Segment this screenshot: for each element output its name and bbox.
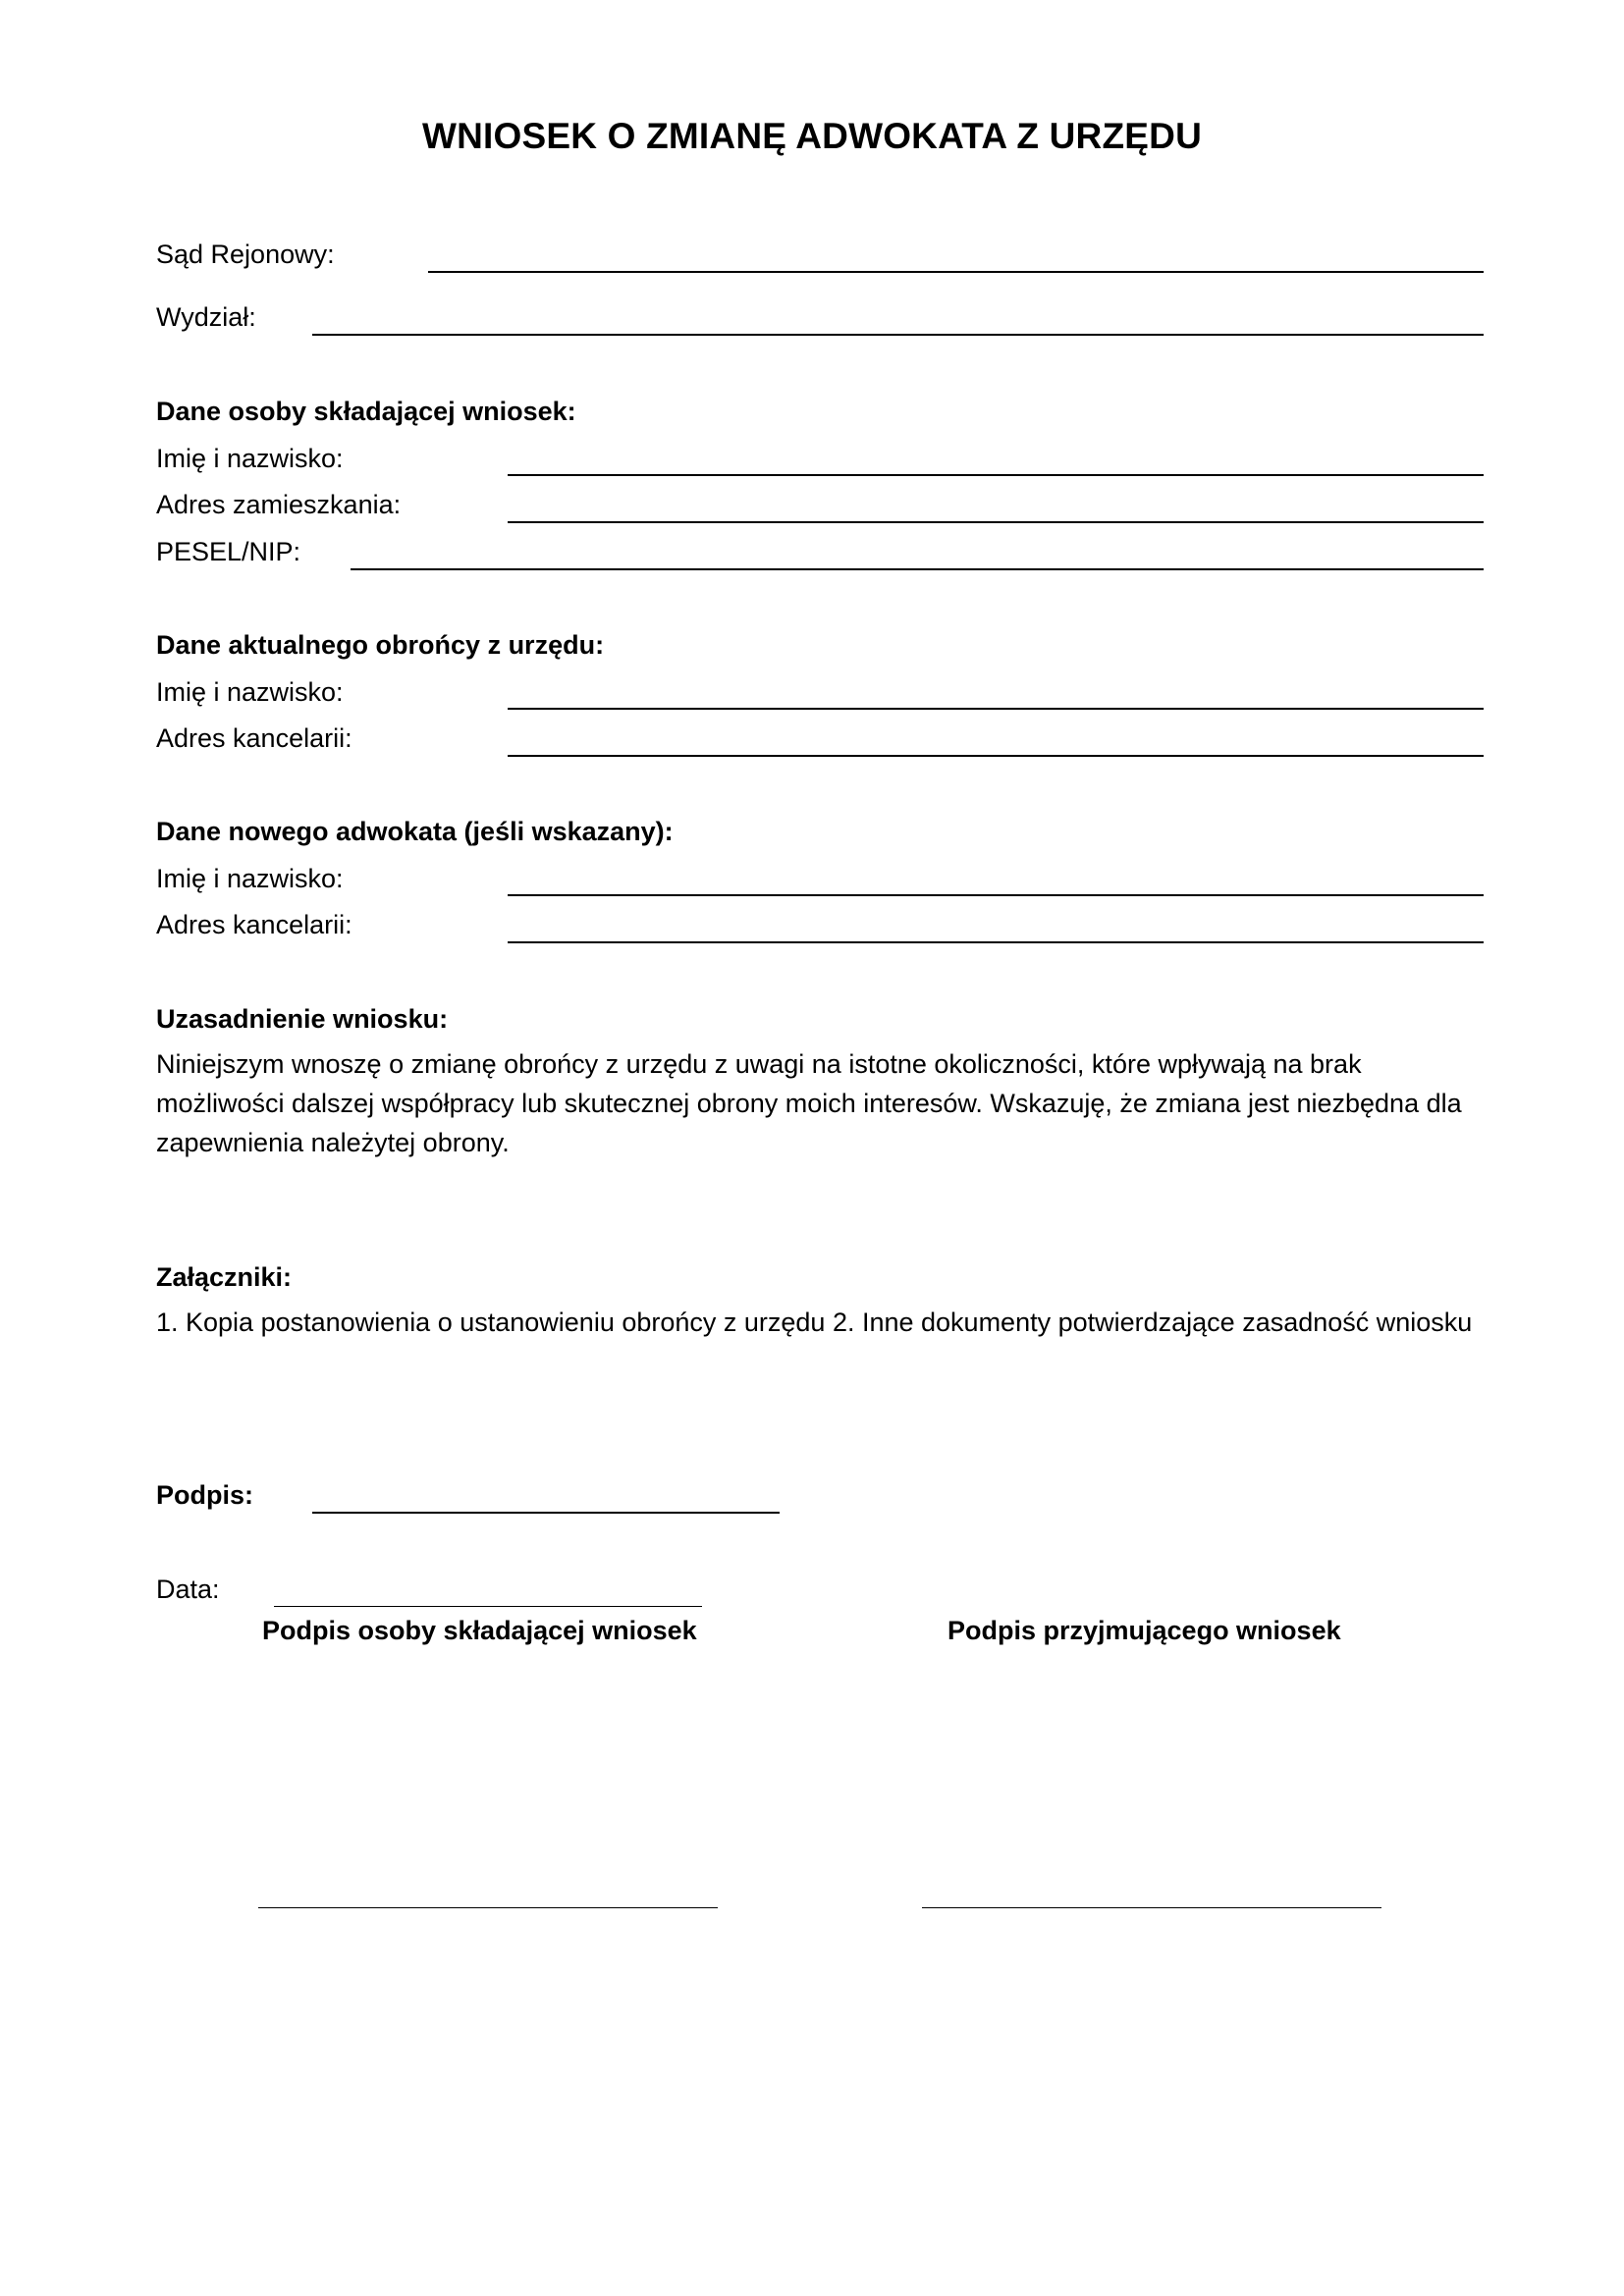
date-label: Data: — [156, 1575, 220, 1604]
current-defender-office-label: Adres kancelarii: — [156, 723, 352, 753]
attachments-text: 1. Kopia postanowienia o ustanowieniu obrońcy z urzędu 2. Inne dokumenty potwierdzające zasadność wniosku — [156, 1308, 1473, 1337]
current-defender-office-field-line[interactable] — [508, 755, 1484, 757]
applicant-name-label: Imię i nazwisko: — [156, 444, 344, 473]
new-lawyer-name-label: Imię i nazwisko: — [156, 864, 344, 893]
applicant-pesel-field-line[interactable] — [351, 568, 1484, 570]
division-label: Wydział: — [156, 302, 256, 332]
signature-label: Podpis: — [156, 1480, 253, 1510]
new-lawyer-office-label: Adres kancelarii: — [156, 910, 352, 939]
applicant-name-field-line[interactable] — [508, 474, 1484, 476]
applicant-heading: Dane osoby składającej wniosek: — [156, 397, 576, 426]
current-defender-heading: Dane aktualnego obrońcy z urzędu: — [156, 630, 605, 660]
applicant-pesel-label: PESEL/NIP: — [156, 537, 301, 566]
applicant-signature-caption: Podpis osoby składającej wniosek — [262, 1616, 697, 1645]
new-lawyer-name-field-line[interactable] — [508, 894, 1484, 896]
receiver-signature-line[interactable] — [922, 1907, 1381, 1908]
current-defender-name-field-line[interactable] — [508, 708, 1484, 710]
justification-heading: Uzasadnienie wniosku: — [156, 1004, 449, 1034]
document-title: WNIOSEK O ZMIANĘ ADWOKATA Z URZĘDU — [421, 116, 1202, 156]
signature-field-line[interactable] — [312, 1512, 780, 1514]
applicant-address-field-line[interactable] — [508, 521, 1484, 523]
receiver-signature-caption: Podpis przyjmującego wniosek — [947, 1616, 1341, 1645]
attachments-heading: Załączniki: — [156, 1262, 293, 1292]
date-field-line[interactable] — [274, 1606, 702, 1607]
division-field-line[interactable] — [312, 334, 1484, 336]
court-field-line[interactable] — [428, 271, 1484, 273]
new-lawyer-heading: Dane nowego adwokata (jeśli wskazany): — [156, 817, 674, 846]
applicant-signature-line[interactable] — [258, 1907, 718, 1908]
current-defender-name-label: Imię i nazwisko: — [156, 677, 344, 707]
applicant-address-label: Adres zamieszkania: — [156, 490, 402, 519]
court-label: Sąd Rejonowy: — [156, 240, 335, 269]
new-lawyer-office-field-line[interactable] — [508, 941, 1484, 943]
justification-text: Niniejszym wnoszę o zmianę obrońcy z urzędu z uwagi na istotne okoliczności, które wpływają na brak możliwości dalszej współpracy lub skutecznej obrony moich interesów. Wskazuję, że zmiana jest niezbędna dla zapewnienia należytej obrony. — [156, 1049, 1462, 1157]
